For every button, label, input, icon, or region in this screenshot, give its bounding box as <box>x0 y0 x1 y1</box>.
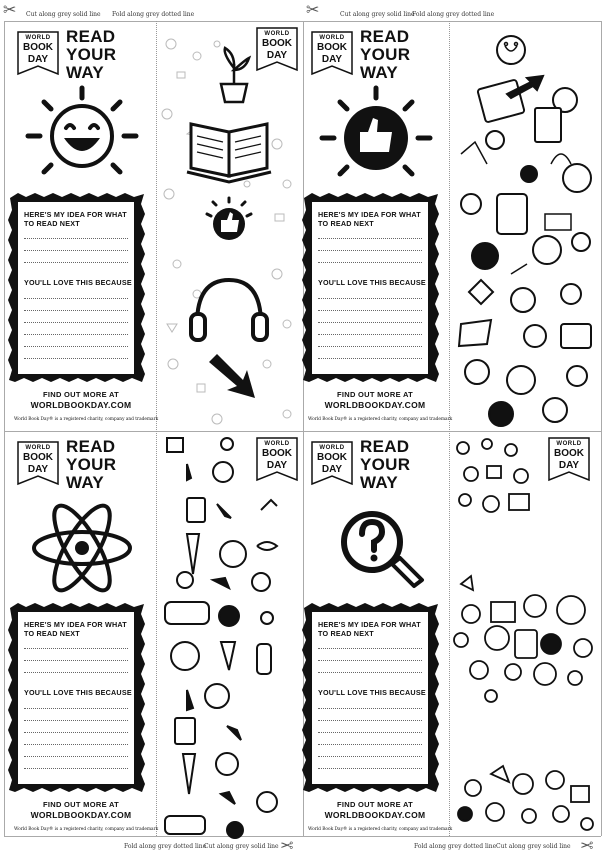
write-line[interactable] <box>318 298 422 299</box>
doodle-pattern <box>157 24 303 429</box>
find-out-more: FIND OUT MORE AT <box>336 800 414 809</box>
website-link[interactable]: WORLDBOOKDAY.COM <box>30 810 132 820</box>
website-link[interactable]: WORLDBOOKDAY.COM <box>324 810 426 820</box>
charity-note: World Book Day® is a registered charity, company and trademark <box>14 827 159 832</box>
prompt-heading: HERE'S MY IDEA FOR WHAT TO READ NEXT <box>318 210 421 228</box>
write-line[interactable] <box>24 672 128 673</box>
write-line[interactable] <box>24 238 128 239</box>
prompt-heading: HERE'S MY IDEA FOR WHAT TO READ NEXT <box>24 210 127 228</box>
doodle-pattern <box>451 24 599 429</box>
world-book-day-logo: WORLD BOOK DAY <box>16 30 60 78</box>
write-line[interactable] <box>24 744 128 745</box>
website-link[interactable]: WORLDBOOKDAY.COM <box>30 400 132 410</box>
fold-guide-label: Fold along grey dotted line <box>124 843 207 850</box>
write-line[interactable] <box>318 334 422 335</box>
prompt-heading: YOU'LL LOVE THIS BECAUSE <box>318 688 426 697</box>
cut-guide-label: Cut along grey solid line <box>26 11 101 18</box>
doodle-pattern <box>157 434 303 839</box>
bookmark-back <box>451 24 599 429</box>
question-magnifier-icon <box>316 494 436 599</box>
cut-guide-label: Cut along grey solid line <box>204 843 279 850</box>
note-frame <box>302 602 440 794</box>
write-line[interactable] <box>318 744 422 745</box>
write-line[interactable] <box>318 732 422 733</box>
headline: READ YOUR WAY <box>66 437 117 492</box>
write-line[interactable] <box>24 720 128 721</box>
bookmark-front <box>8 434 159 839</box>
thumbs-up-icon <box>316 84 436 189</box>
write-line[interactable] <box>318 310 422 311</box>
fold-guide-label: Fold along grey dotted line <box>412 11 495 18</box>
write-line[interactable] <box>24 310 128 311</box>
write-line[interactable] <box>318 756 422 757</box>
write-line[interactable] <box>24 262 128 263</box>
scissors-icon: ✂ <box>580 836 594 855</box>
write-line[interactable] <box>318 346 422 347</box>
write-line[interactable] <box>24 322 128 323</box>
note-frame <box>302 192 440 384</box>
note-frame <box>8 192 146 384</box>
laughing-face-icon <box>22 84 142 189</box>
write-line[interactable] <box>24 346 128 347</box>
write-line[interactable] <box>318 648 422 649</box>
charity-note: World Book Day® is a registered charity, company and trademark <box>14 417 159 422</box>
find-out-more: FIND OUT MORE AT <box>42 800 120 809</box>
fold-guide-label: Fold along grey dotted line <box>112 11 195 18</box>
cut-guide-label: Cut along grey solid line <box>340 11 415 18</box>
scissors-icon: ✂ <box>306 0 320 19</box>
headline: READ YOUR WAY <box>66 27 117 82</box>
world-book-day-logo: WORLD BOOK DAY <box>547 436 591 484</box>
prompt-heading: HERE'S MY IDEA FOR WHAT TO READ NEXT <box>318 620 421 638</box>
headline: READ YOUR WAY <box>360 437 411 492</box>
write-line[interactable] <box>318 660 422 661</box>
prompt-heading: HERE'S MY IDEA FOR WHAT TO READ NEXT <box>24 620 127 638</box>
scissors-icon: ✂ <box>280 836 294 855</box>
bookmark-front <box>302 434 453 839</box>
cut-line <box>4 21 5 836</box>
write-line[interactable] <box>24 250 128 251</box>
bookmark-back <box>157 24 303 429</box>
write-line[interactable] <box>318 238 422 239</box>
write-line[interactable] <box>24 732 128 733</box>
find-out-more: FIND OUT MORE AT <box>42 390 120 399</box>
website-link[interactable]: WORLDBOOKDAY.COM <box>324 400 426 410</box>
prompt-heading: YOU'LL LOVE THIS BECAUSE <box>318 278 426 287</box>
write-line[interactable] <box>24 708 128 709</box>
write-line[interactable] <box>318 262 422 263</box>
atom-icon <box>22 494 142 599</box>
fold-line <box>449 21 450 836</box>
cut-line <box>601 21 602 836</box>
note-frame <box>8 602 146 794</box>
headline: READ YOUR WAY <box>360 27 411 82</box>
prompt-heading: YOU'LL LOVE THIS BECAUSE <box>24 278 132 287</box>
world-book-day-logo: WORLD BOOK DAY <box>255 26 299 74</box>
charity-note: World Book Day® is a registered charity, company and trademark <box>308 417 453 422</box>
write-line[interactable] <box>318 250 422 251</box>
write-line[interactable] <box>24 756 128 757</box>
scissors-icon: ✂ <box>3 0 17 19</box>
bookmark-front <box>302 24 453 429</box>
bookmark-back <box>157 434 303 839</box>
write-line[interactable] <box>318 768 422 769</box>
write-line[interactable] <box>318 672 422 673</box>
world-book-day-logo: WORLD BOOK DAY <box>16 440 60 488</box>
world-book-day-logo: WORLD BOOK DAY <box>310 30 354 78</box>
charity-note: World Book Day® is a registered charity, company and trademark <box>308 827 453 832</box>
write-line[interactable] <box>24 298 128 299</box>
bookmark-front <box>8 24 159 429</box>
world-book-day-logo: WORLD BOOK DAY <box>255 436 299 484</box>
write-line[interactable] <box>24 334 128 335</box>
bookmark-back <box>451 434 599 839</box>
write-line[interactable] <box>24 358 128 359</box>
write-line[interactable] <box>318 720 422 721</box>
fold-guide-label: Fold along grey dotted line <box>414 843 497 850</box>
write-line[interactable] <box>318 708 422 709</box>
write-line[interactable] <box>318 358 422 359</box>
cut-guide-label: Cut along grey solid line <box>496 843 571 850</box>
write-line[interactable] <box>24 660 128 661</box>
write-line[interactable] <box>318 322 422 323</box>
prompt-heading: YOU'LL LOVE THIS BECAUSE <box>24 688 132 697</box>
find-out-more: FIND OUT MORE AT <box>336 390 414 399</box>
write-line[interactable] <box>24 648 128 649</box>
doodle-pattern <box>451 434 599 839</box>
write-line[interactable] <box>24 768 128 769</box>
world-book-day-logo: WORLD BOOK DAY <box>310 440 354 488</box>
